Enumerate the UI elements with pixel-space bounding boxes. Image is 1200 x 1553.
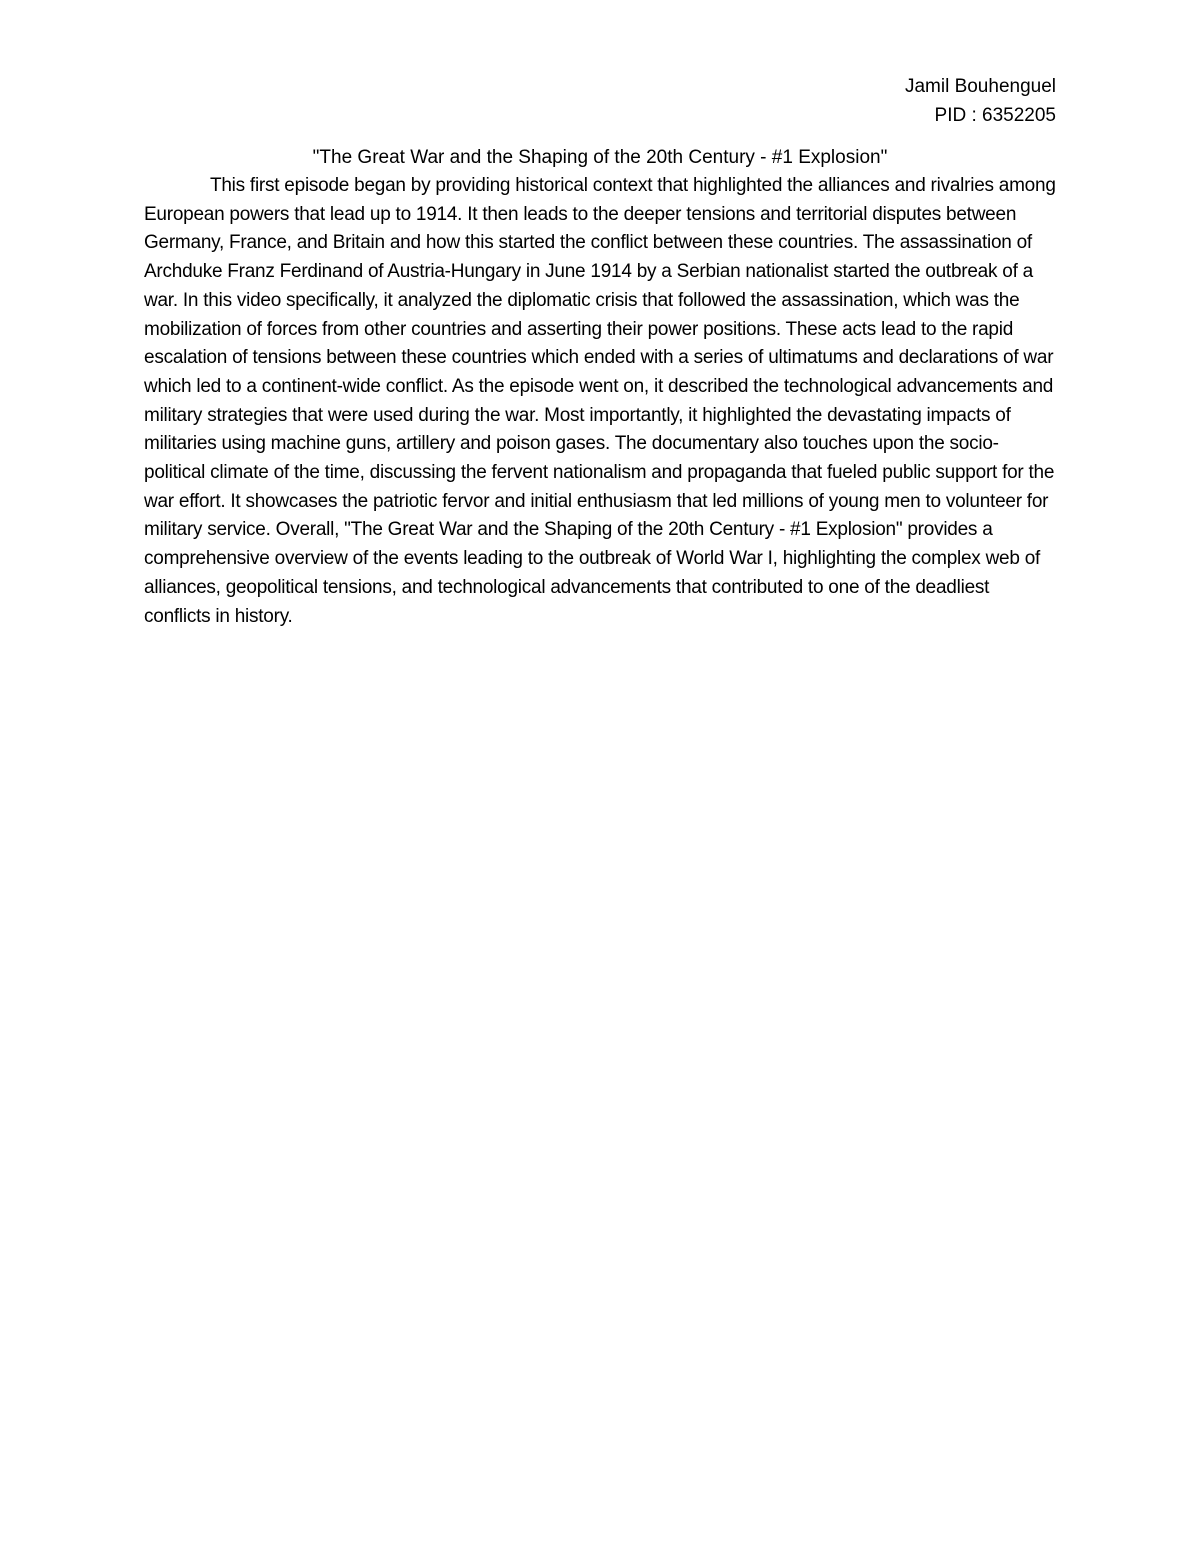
body-paragraph: This first episode began by providing historical context that highlighted the alliances and rivalries among European powers that lead up to 1914. It then leads to the deeper tensions and territorial disputes between Germany, France, and Britain and how this started the conflict between these countries. The assassination of Archduke Franz Ferdinand of Austria-Hungary in June 1914 by a Serbian nationalist started the outbreak of a war. In this video specifically, it analyzed the diplomatic crisis that followed the assassination, which was the mobilization of forces from other countries and asserting their power positions. These acts lead to the rapid escalation of tensions between these countries which ended with a series of ultimatums and declarations of war which led to a continent-wide conflict. As the episode went on, it described the technological advancements and military strategies that were used during the war. Most importantly, it highlighted the devastating impacts of militaries using machine guns, artillery and poison gases. The documentary also touches upon the socio-political climate of the time, discussing the fervent nationalism and propaganda that fueled public support for the war effort. It showcases the patriotic fervor and initial enthusiasm that led millions of young men to volunteer for military service. Overall, "The Great War and the Shaping of the 20th Century - #1 Explosion" provides a comprehensive overview of the events leading to the outbreak of World War I, highlighting the complex web of alliances, geopolitical tensions, and technological advancements that contributed to one of the deadliest conflicts in history.	[144, 175, 1056, 627]
document-title: "The Great War and the Shaping of the 20th Century - #1 Explosion"	[312, 147, 888, 168]
student-pid: PID : 6352205	[934, 105, 1056, 126]
header-block	[905, 72, 1056, 130]
author-name: Jamil Bouhenguel	[904, 76, 1056, 97]
